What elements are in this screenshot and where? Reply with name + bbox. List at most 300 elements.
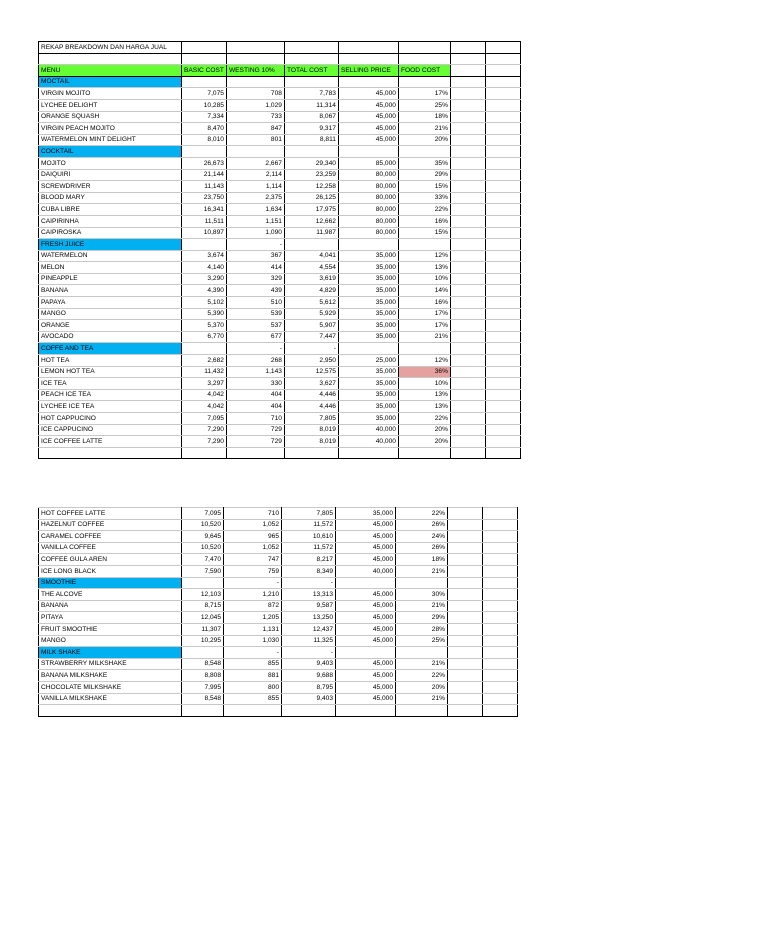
basic-cost-cell[interactable]: 7,290 (182, 424, 227, 436)
empty-cell[interactable] (485, 343, 520, 355)
basic-cost-cell[interactable]: 10,897 (182, 227, 227, 239)
food-cost-cell[interactable]: 26% (396, 519, 448, 531)
food-cost-cell[interactable] (398, 239, 450, 251)
empty-cell[interactable] (450, 308, 485, 320)
menu-name-cell[interactable]: BANANA MILKSHAKE (39, 670, 182, 682)
empty-cell[interactable] (483, 635, 518, 647)
empty-cell[interactable] (485, 169, 520, 181)
basic-cost-cell[interactable]: 7,095 (182, 508, 224, 520)
total-cost-cell[interactable]: 4,554 (284, 262, 338, 274)
header-westing[interactable]: WESTING 10% (226, 65, 284, 77)
basic-cost-cell[interactable]: 26,673 (182, 157, 227, 169)
empty-cell[interactable] (39, 447, 182, 459)
empty-cell[interactable] (450, 273, 485, 285)
total-cost-cell[interactable]: 7,805 (282, 508, 336, 520)
empty-cell[interactable] (450, 424, 485, 436)
food-cost-cell[interactable]: 22% (398, 204, 450, 216)
total-cost-cell[interactable]: 8,019 (284, 436, 338, 448)
westing-cell[interactable]: 1,029 (226, 99, 284, 111)
basic-cost-cell[interactable]: 7,470 (182, 554, 224, 566)
food-cost-cell[interactable]: 29% (396, 612, 448, 624)
basic-cost-cell[interactable]: 3,674 (182, 250, 227, 262)
empty-cell[interactable] (485, 134, 520, 146)
basic-cost-cell[interactable]: 2,682 (182, 355, 227, 367)
menu-name-cell[interactable]: VIRGIN MOJITO (39, 88, 182, 100)
menu-name-cell[interactable]: CAIPIROSKA (39, 227, 182, 239)
empty-cell[interactable] (39, 705, 182, 717)
basic-cost-cell[interactable]: 11,511 (182, 215, 227, 227)
menu-name-cell[interactable]: PAPAYA (39, 297, 182, 309)
westing-cell[interactable]: - (224, 577, 282, 589)
food-cost-cell[interactable]: 16% (398, 297, 450, 309)
food-cost-cell[interactable]: 20% (396, 681, 448, 693)
selling-price-cell[interactable]: 35,000 (338, 413, 398, 425)
empty-cell[interactable] (450, 320, 485, 332)
food-cost-cell[interactable] (396, 647, 448, 659)
empty-cell[interactable] (448, 635, 483, 647)
food-cost-cell[interactable]: 12% (398, 355, 450, 367)
empty-cell[interactable] (448, 612, 483, 624)
menu-name-cell[interactable]: CARAMEL COFFEE (39, 531, 182, 543)
food-cost-cell[interactable]: 13% (398, 401, 450, 413)
empty-cell[interactable] (450, 366, 485, 378)
total-cost-cell[interactable]: 9,403 (282, 693, 336, 705)
menu-name-cell[interactable]: AVOCADO (39, 331, 182, 343)
menu-name-cell[interactable]: PEACH ICE TEA (39, 389, 182, 401)
westing-cell[interactable]: 708 (226, 88, 284, 100)
basic-cost-cell[interactable] (182, 343, 227, 355)
westing-cell[interactable]: 2,114 (226, 169, 284, 181)
westing-cell[interactable]: 1,052 (224, 542, 282, 554)
westing-cell[interactable] (226, 76, 284, 88)
empty-cell[interactable] (485, 76, 520, 88)
total-cost-cell[interactable] (284, 239, 338, 251)
menu-name-cell[interactable]: DAIQUIRI (39, 169, 182, 181)
westing-cell[interactable]: 404 (226, 389, 284, 401)
empty-cell[interactable] (485, 413, 520, 425)
food-cost-cell[interactable]: 17% (398, 88, 450, 100)
westing-cell[interactable]: 965 (224, 531, 282, 543)
selling-price-cell[interactable]: 45,000 (338, 134, 398, 146)
food-cost-cell[interactable]: 22% (396, 508, 448, 520)
total-cost-cell[interactable]: 2,950 (284, 355, 338, 367)
empty-cell[interactable] (450, 389, 485, 401)
empty-cell[interactable] (483, 577, 518, 589)
selling-price-cell[interactable]: 35,000 (338, 331, 398, 343)
empty-cell[interactable] (485, 215, 520, 227)
total-cost-cell[interactable]: 8,217 (282, 554, 336, 566)
category-label[interactable]: MOCTAIL (39, 76, 182, 88)
menu-name-cell[interactable]: LYCHEE ICE TEA (39, 401, 182, 413)
empty-cell[interactable] (483, 670, 518, 682)
empty-cell[interactable] (450, 297, 485, 309)
menu-name-cell[interactable]: HOT COFFEE LATTE (39, 508, 182, 520)
empty-cell[interactable] (483, 612, 518, 624)
menu-name-cell[interactable]: HAZELNUT COFFEE (39, 519, 182, 531)
empty-cell[interactable] (483, 542, 518, 554)
westing-cell[interactable]: 710 (224, 508, 282, 520)
total-cost-cell[interactable]: 7,447 (284, 331, 338, 343)
category-label[interactable]: SMOOTHIE (39, 577, 182, 589)
westing-cell[interactable]: 1,634 (226, 204, 284, 216)
selling-price-cell[interactable]: 35,000 (338, 262, 398, 274)
food-cost-cell[interactable]: 36% (398, 366, 450, 378)
menu-name-cell[interactable]: ICE LONG BLACK (39, 565, 182, 577)
selling-price-cell[interactable]: 45,000 (338, 123, 398, 135)
selling-price-cell[interactable]: 45,000 (336, 531, 396, 543)
selling-price-cell[interactable] (338, 76, 398, 88)
empty-cell[interactable] (448, 519, 483, 531)
selling-price-cell[interactable] (338, 239, 398, 251)
selling-price-cell[interactable]: 35,000 (338, 389, 398, 401)
selling-price-cell[interactable]: 35,000 (338, 273, 398, 285)
food-cost-cell[interactable] (398, 76, 450, 88)
empty-cell[interactable] (450, 111, 485, 123)
food-cost-cell[interactable]: 10% (398, 378, 450, 390)
food-cost-cell[interactable] (396, 577, 448, 589)
selling-price-cell[interactable] (338, 343, 398, 355)
menu-name-cell[interactable]: WATERMELON MINT DELIGHT (39, 134, 182, 146)
empty-cell[interactable] (485, 146, 520, 158)
total-cost-cell[interactable]: 13,250 (282, 612, 336, 624)
empty-cell[interactable] (485, 250, 520, 262)
selling-price-cell[interactable]: 35,000 (338, 308, 398, 320)
basic-cost-cell[interactable]: 4,140 (182, 262, 227, 274)
basic-cost-cell[interactable]: 11,143 (182, 181, 227, 193)
total-cost-cell[interactable]: 7,805 (284, 413, 338, 425)
westing-cell[interactable]: 800 (224, 681, 282, 693)
menu-name-cell[interactable]: COFFEE GULA AREN (39, 554, 182, 566)
selling-price-cell[interactable]: 40,000 (338, 436, 398, 448)
empty-cell[interactable] (485, 297, 520, 309)
header-menu[interactable]: MENU (39, 65, 182, 77)
empty-cell[interactable] (448, 508, 483, 520)
westing-cell[interactable]: 1,210 (224, 589, 282, 601)
selling-price-cell[interactable]: 35,000 (338, 366, 398, 378)
empty-cell[interactable] (450, 447, 485, 459)
selling-price-cell[interactable]: 45,000 (336, 658, 396, 670)
basic-cost-cell[interactable] (182, 647, 224, 659)
food-cost-cell[interactable]: 15% (398, 181, 450, 193)
basic-cost-cell[interactable]: 12,045 (182, 612, 224, 624)
selling-price-cell[interactable] (338, 146, 398, 158)
empty-cell[interactable] (450, 239, 485, 251)
empty-cell[interactable] (450, 401, 485, 413)
empty-cell[interactable] (226, 447, 284, 459)
empty-cell[interactable] (485, 192, 520, 204)
empty-cell[interactable] (485, 320, 520, 332)
empty-cell[interactable] (448, 531, 483, 543)
sheet-title[interactable]: REKAP BREAKDOWN DAN HARGA JUAL (39, 42, 182, 54)
basic-cost-cell[interactable]: 6,770 (182, 331, 227, 343)
food-cost-cell[interactable]: 30% (396, 589, 448, 601)
empty-cell[interactable] (282, 705, 336, 717)
basic-cost-cell[interactable]: 4,042 (182, 389, 227, 401)
empty-cell[interactable] (336, 705, 396, 717)
menu-name-cell[interactable]: CHOCOLATE MILKSHAKE (39, 681, 182, 693)
selling-price-cell[interactable]: 80,000 (338, 227, 398, 239)
empty-cell[interactable] (450, 181, 485, 193)
westing-cell[interactable]: 2,375 (226, 192, 284, 204)
empty-cell[interactable] (485, 355, 520, 367)
menu-name-cell[interactable]: LEMON HOT TEA (39, 366, 182, 378)
menu-name-cell[interactable]: BANANA (39, 285, 182, 297)
menu-name-cell[interactable]: VANILLA MILKSHAKE (39, 693, 182, 705)
empty-cell[interactable] (450, 250, 485, 262)
empty-cell[interactable] (485, 331, 520, 343)
total-cost-cell[interactable]: 12,258 (284, 181, 338, 193)
basic-cost-cell[interactable]: 7,095 (182, 413, 227, 425)
total-cost-cell[interactable]: 8,795 (282, 681, 336, 693)
selling-price-cell[interactable]: 45,000 (336, 635, 396, 647)
total-cost-cell[interactable]: 3,627 (284, 378, 338, 390)
westing-cell[interactable] (226, 146, 284, 158)
selling-price-cell[interactable]: 45,000 (338, 99, 398, 111)
total-cost-cell[interactable]: 8,349 (282, 565, 336, 577)
category-label[interactable]: COCKTAIL (39, 146, 182, 158)
empty-cell[interactable] (483, 600, 518, 612)
total-cost-cell[interactable]: 12,437 (282, 623, 336, 635)
empty-cell[interactable] (483, 589, 518, 601)
menu-name-cell[interactable]: ICE CAPPUCINO (39, 424, 182, 436)
selling-price-cell[interactable]: 35,000 (338, 250, 398, 262)
selling-price-cell[interactable]: 85,000 (338, 157, 398, 169)
westing-cell[interactable]: - (226, 343, 284, 355)
food-cost-cell[interactable]: 29% (398, 169, 450, 181)
westing-cell[interactable]: 414 (226, 262, 284, 274)
selling-price-cell[interactable]: 35,000 (338, 401, 398, 413)
westing-cell[interactable]: 733 (226, 111, 284, 123)
food-cost-cell[interactable]: 18% (396, 554, 448, 566)
basic-cost-cell[interactable]: 9,645 (182, 531, 224, 543)
westing-cell[interactable]: 1,205 (224, 612, 282, 624)
header-food-cost[interactable]: FOOD COST (398, 65, 450, 77)
basic-cost-cell[interactable]: 16,341 (182, 204, 227, 216)
food-cost-cell[interactable] (398, 146, 450, 158)
basic-cost-cell[interactable]: 10,520 (182, 542, 224, 554)
westing-cell[interactable]: 330 (226, 378, 284, 390)
food-cost-cell[interactable]: 20% (398, 424, 450, 436)
basic-cost-cell[interactable]: 5,370 (182, 320, 227, 332)
empty-cell[interactable] (450, 331, 485, 343)
empty-cell[interactable] (450, 192, 485, 204)
basic-cost-cell[interactable]: 11,432 (182, 366, 227, 378)
basic-cost-cell[interactable]: 12,103 (182, 589, 224, 601)
selling-price-cell[interactable]: 35,000 (336, 508, 396, 520)
selling-price-cell[interactable]: 35,000 (338, 285, 398, 297)
total-cost-cell[interactable]: 23,259 (284, 169, 338, 181)
selling-price-cell[interactable]: 45,000 (336, 554, 396, 566)
food-cost-cell[interactable]: 15% (398, 227, 450, 239)
selling-price-cell[interactable]: 45,000 (338, 88, 398, 100)
food-cost-cell[interactable]: 17% (398, 320, 450, 332)
total-cost-cell[interactable]: 11,314 (284, 99, 338, 111)
menu-name-cell[interactable]: WATERMELON (39, 250, 182, 262)
empty-cell[interactable] (450, 355, 485, 367)
westing-cell[interactable]: 268 (226, 355, 284, 367)
empty-cell[interactable] (396, 705, 448, 717)
total-cost-cell[interactable]: 11,325 (282, 635, 336, 647)
food-cost-cell[interactable]: 21% (396, 565, 448, 577)
empty-cell[interactable] (450, 343, 485, 355)
westing-cell[interactable]: 729 (226, 436, 284, 448)
menu-name-cell[interactable]: CUBA LIBRE (39, 204, 182, 216)
total-cost-cell[interactable]: 13,313 (282, 589, 336, 601)
empty-cell[interactable] (485, 262, 520, 274)
selling-price-cell[interactable]: 45,000 (336, 542, 396, 554)
basic-cost-cell[interactable]: 8,715 (182, 600, 224, 612)
basic-cost-cell[interactable]: 3,290 (182, 273, 227, 285)
empty-cell[interactable] (448, 693, 483, 705)
food-cost-cell[interactable]: 12% (398, 250, 450, 262)
selling-price-cell[interactable]: 45,000 (336, 612, 396, 624)
empty-cell[interactable] (448, 554, 483, 566)
selling-price-cell[interactable]: 35,000 (338, 378, 398, 390)
total-cost-cell[interactable]: 9,688 (282, 670, 336, 682)
empty-cell[interactable] (450, 76, 485, 88)
empty-cell[interactable] (182, 447, 227, 459)
westing-cell[interactable]: 439 (226, 285, 284, 297)
basic-cost-cell[interactable]: 8,010 (182, 134, 227, 146)
basic-cost-cell[interactable]: 21,144 (182, 169, 227, 181)
empty-cell[interactable] (448, 623, 483, 635)
food-cost-cell[interactable]: 13% (398, 389, 450, 401)
westing-cell[interactable]: 539 (226, 308, 284, 320)
selling-price-cell[interactable]: 45,000 (336, 681, 396, 693)
total-cost-cell[interactable]: 4,041 (284, 250, 338, 262)
total-cost-cell[interactable]: 4,446 (284, 401, 338, 413)
menu-name-cell[interactable]: FRUIT SMOOTHIE (39, 623, 182, 635)
empty-cell[interactable] (448, 589, 483, 601)
empty-cell[interactable] (450, 99, 485, 111)
total-cost-cell[interactable]: 8,019 (284, 424, 338, 436)
westing-cell[interactable]: 677 (226, 331, 284, 343)
food-cost-cell[interactable]: 10% (398, 273, 450, 285)
empty-cell[interactable] (448, 647, 483, 659)
total-cost-cell[interactable]: 11,572 (282, 542, 336, 554)
empty-cell[interactable] (338, 447, 398, 459)
basic-cost-cell[interactable]: 4,042 (182, 401, 227, 413)
empty-cell[interactable] (450, 157, 485, 169)
basic-cost-cell[interactable]: 4,390 (182, 285, 227, 297)
westing-cell[interactable]: 729 (226, 424, 284, 436)
menu-name-cell[interactable]: LYCHEE DELIGHT (39, 99, 182, 111)
total-cost-cell[interactable] (284, 76, 338, 88)
menu-name-cell[interactable]: SCREWDRIVER (39, 181, 182, 193)
westing-cell[interactable]: 881 (224, 670, 282, 682)
selling-price-cell[interactable]: 45,000 (336, 670, 396, 682)
header-total-cost[interactable]: TOTAL COST (284, 65, 338, 77)
menu-name-cell[interactable]: CAIPIRINHA (39, 215, 182, 227)
empty-cell[interactable] (450, 285, 485, 297)
basic-cost-cell[interactable]: 10,295 (182, 635, 224, 647)
total-cost-cell[interactable]: 17,975 (284, 204, 338, 216)
empty-cell[interactable] (483, 508, 518, 520)
total-cost-cell[interactable]: 7,783 (284, 88, 338, 100)
food-cost-cell[interactable]: 17% (398, 308, 450, 320)
selling-price-cell[interactable] (336, 647, 396, 659)
basic-cost-cell[interactable]: 5,390 (182, 308, 227, 320)
basic-cost-cell[interactable]: 7,590 (182, 565, 224, 577)
menu-name-cell[interactable]: PINEAPPLE (39, 273, 182, 285)
westing-cell[interactable]: 510 (226, 297, 284, 309)
menu-name-cell[interactable]: MANGO (39, 635, 182, 647)
total-cost-cell[interactable] (284, 146, 338, 158)
empty-cell[interactable] (483, 705, 518, 717)
food-cost-cell[interactable]: 20% (398, 436, 450, 448)
menu-name-cell[interactable]: VANILLA COFFEE (39, 542, 182, 554)
selling-price-cell[interactable]: 45,000 (336, 600, 396, 612)
menu-name-cell[interactable]: HOT CAPPUCINO (39, 413, 182, 425)
basic-cost-cell[interactable] (182, 577, 224, 589)
food-cost-cell[interactable]: 16% (398, 215, 450, 227)
westing-cell[interactable]: 1,090 (226, 227, 284, 239)
selling-price-cell[interactable]: 80,000 (338, 204, 398, 216)
empty-cell[interactable] (483, 565, 518, 577)
food-cost-cell[interactable]: 21% (396, 600, 448, 612)
empty-cell[interactable] (450, 227, 485, 239)
total-cost-cell[interactable]: 11,987 (284, 227, 338, 239)
westing-cell[interactable]: - (224, 647, 282, 659)
food-cost-cell[interactable]: 28% (396, 623, 448, 635)
westing-cell[interactable]: 1,131 (224, 623, 282, 635)
basic-cost-cell[interactable]: 7,075 (182, 88, 227, 100)
menu-name-cell[interactable]: STRAWBERRY MILKSHAKE (39, 658, 182, 670)
empty-cell[interactable] (485, 204, 520, 216)
total-cost-cell[interactable]: - (282, 577, 336, 589)
food-cost-cell[interactable]: 26% (396, 542, 448, 554)
empty-cell[interactable] (284, 447, 338, 459)
basic-cost-cell[interactable]: 10,285 (182, 99, 227, 111)
food-cost-cell[interactable]: 13% (398, 262, 450, 274)
header-basic-cost[interactable]: BASIC COST (182, 65, 227, 77)
empty-cell[interactable] (483, 554, 518, 566)
selling-price-cell[interactable]: 45,000 (336, 623, 396, 635)
menu-name-cell[interactable]: THE ALCOVE (39, 589, 182, 601)
basic-cost-cell[interactable]: 8,548 (182, 693, 224, 705)
selling-price-cell[interactable]: 45,000 (336, 519, 396, 531)
westing-cell[interactable]: 759 (224, 565, 282, 577)
menu-name-cell[interactable]: MOJITO (39, 157, 182, 169)
total-cost-cell[interactable]: 9,587 (282, 600, 336, 612)
total-cost-cell[interactable]: 11,572 (282, 519, 336, 531)
basic-cost-cell[interactable]: 23,750 (182, 192, 227, 204)
total-cost-cell[interactable]: - (284, 343, 338, 355)
empty-cell[interactable] (483, 681, 518, 693)
category-label[interactable]: MILK SHAKE (39, 647, 182, 659)
empty-cell[interactable] (485, 401, 520, 413)
selling-price-cell[interactable]: 45,000 (338, 111, 398, 123)
westing-cell[interactable]: 1,151 (226, 215, 284, 227)
westing-cell[interactable]: 710 (226, 413, 284, 425)
basic-cost-cell[interactable]: 7,290 (182, 436, 227, 448)
empty-cell[interactable] (450, 134, 485, 146)
food-cost-cell[interactable]: 35% (398, 157, 450, 169)
total-cost-cell[interactable]: 12,575 (284, 366, 338, 378)
basic-cost-cell[interactable]: 8,470 (182, 123, 227, 135)
empty-cell[interactable] (450, 413, 485, 425)
total-cost-cell[interactable]: 5,612 (284, 297, 338, 309)
basic-cost-cell[interactable]: 3,297 (182, 378, 227, 390)
empty-cell[interactable] (485, 227, 520, 239)
empty-cell[interactable] (485, 273, 520, 285)
empty-cell[interactable] (450, 262, 485, 274)
total-cost-cell[interactable]: 9,403 (282, 658, 336, 670)
total-cost-cell[interactable]: 3,619 (284, 273, 338, 285)
total-cost-cell[interactable]: 4,446 (284, 389, 338, 401)
westing-cell[interactable]: 1,143 (226, 366, 284, 378)
menu-name-cell[interactable]: VIRGIN PEACH MOJITO (39, 123, 182, 135)
